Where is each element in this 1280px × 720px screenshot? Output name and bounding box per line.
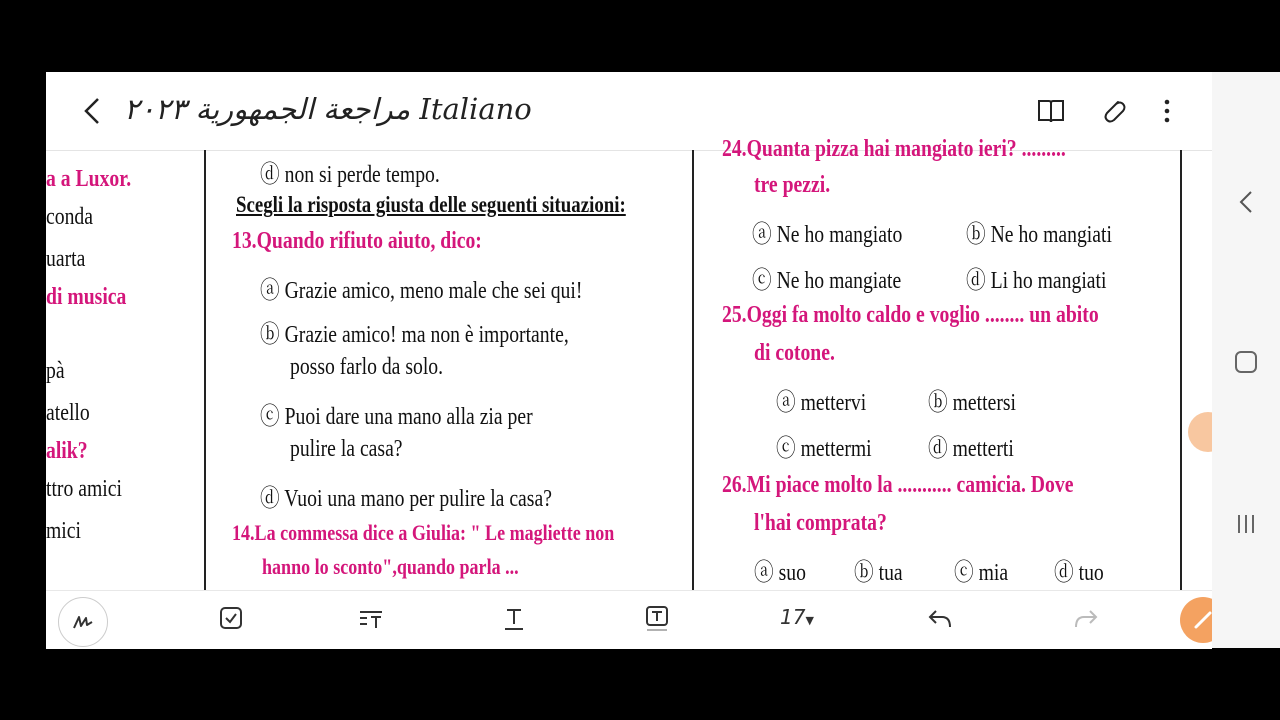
option-text: metterti xyxy=(952,436,1014,462)
text-format-icon[interactable] xyxy=(356,603,386,633)
column-divider xyxy=(692,150,694,590)
column-divider xyxy=(1180,150,1182,590)
font-size-selector[interactable] xyxy=(780,605,814,629)
question-25: 25.Oggi fa molto caldo e voglio ........ un abito xyxy=(722,302,1099,328)
option-marker: ⓓ xyxy=(928,436,948,462)
checkbox-icon[interactable] xyxy=(216,603,246,633)
left-text: mici xyxy=(46,518,81,544)
left-text: atello xyxy=(46,400,90,426)
question-24: 24.Quanta pizza hai mangiato ieri? ......... xyxy=(722,136,1066,162)
option-marker: ⓒ xyxy=(260,404,280,430)
option-c xyxy=(752,260,901,295)
option-text: mia xyxy=(978,560,1009,586)
option-b xyxy=(854,552,903,587)
option-text: tua xyxy=(878,560,903,586)
option-marker: ⓑ xyxy=(260,322,280,348)
option-text: mettervi xyxy=(800,390,867,416)
option-marker: ⓓ xyxy=(1054,560,1074,586)
option-text: mettersi xyxy=(952,390,1016,416)
option-d xyxy=(966,260,1106,295)
option-marker: ⓐ xyxy=(754,560,774,586)
option-b xyxy=(260,314,569,349)
redo-icon[interactable] xyxy=(1070,603,1100,633)
recent-apps-icon[interactable] xyxy=(1234,512,1258,536)
book-view-icon[interactable] xyxy=(1036,96,1066,126)
option-text: suo xyxy=(778,560,806,586)
question-13: 13.Quando rifiuto aiuto, dico: xyxy=(232,228,482,254)
left-text: a a Luxor. xyxy=(46,166,132,192)
option-marker: ⓒ xyxy=(752,268,772,294)
document-title: مراجعة الجمهورية ٢٠٢٣ Italiano xyxy=(124,92,532,126)
option-text: Grazie amico, meno male che sei qui! xyxy=(284,278,583,304)
left-text: uarta xyxy=(46,246,86,272)
home-icon[interactable] xyxy=(1234,350,1258,374)
option-text: Vuoi una mano per pulire la casa? xyxy=(284,486,552,512)
option-c xyxy=(260,396,533,431)
option-d xyxy=(928,428,1014,463)
undo-icon[interactable] xyxy=(926,603,956,633)
option-a xyxy=(776,382,866,417)
left-text: ttro amici xyxy=(46,476,122,502)
option-marker: ⓐ xyxy=(776,390,796,416)
option-marker: ⓑ xyxy=(928,390,948,416)
left-text: di musica xyxy=(46,284,127,310)
dropdown-arrow-icon: ▼ xyxy=(805,614,814,627)
option-marker: ⓑ xyxy=(854,560,874,586)
system-side-bar xyxy=(1212,72,1280,648)
question-26-cont: l'hai comprata? xyxy=(754,510,887,536)
option-d xyxy=(260,154,440,189)
option-b xyxy=(966,214,1112,249)
collapse-panel-icon[interactable] xyxy=(1236,188,1256,216)
bottom-toolbar xyxy=(46,590,1212,649)
option-b-cont: posso farlo da solo. xyxy=(290,354,444,380)
left-text: alik? xyxy=(46,438,88,464)
option-marker: ⓓ xyxy=(260,162,280,188)
font-size-value: 17 xyxy=(780,605,806,629)
option-marker: ⓓ xyxy=(966,268,986,294)
pen-mode-button[interactable] xyxy=(58,597,108,647)
option-marker: ⓒ xyxy=(954,560,974,586)
option-text: Puoi dare una mano alla zia per xyxy=(284,404,533,430)
section-heading: Scegli la risposta giusta delle seguenti situazioni: xyxy=(236,192,626,217)
option-a xyxy=(754,552,806,587)
option-text: Grazie amico! ma non è importante, xyxy=(284,322,569,348)
more-options-icon[interactable] xyxy=(1152,96,1182,126)
option-d xyxy=(1054,552,1104,587)
option-a xyxy=(752,214,902,249)
option-text: Ne ho mangiati xyxy=(990,222,1112,248)
option-marker: ⓓ xyxy=(260,486,280,512)
option-c xyxy=(776,428,872,463)
question-14: 14.La commessa dice a Giulia: " Le magliette non xyxy=(232,520,615,545)
question-14-cont: hanno lo sconto",quando parla ... xyxy=(262,554,519,579)
option-text: tuo xyxy=(1078,560,1104,586)
option-d xyxy=(260,478,552,513)
question-24-answer: tre pezzi. xyxy=(754,172,831,198)
question-25-cont: di cotone. xyxy=(754,340,835,366)
text-box-icon[interactable] xyxy=(642,603,672,633)
option-marker: ⓐ xyxy=(752,222,772,248)
option-b xyxy=(928,382,1016,417)
attachment-icon[interactable] xyxy=(1098,96,1128,126)
app-screen xyxy=(46,72,1212,648)
option-marker: ⓑ xyxy=(966,222,986,248)
text-style-icon[interactable] xyxy=(499,603,529,633)
handwriting-icon xyxy=(71,610,95,634)
left-text: conda xyxy=(46,204,93,230)
option-text: Ne ho mangiate xyxy=(776,268,902,294)
option-c xyxy=(954,552,1008,587)
left-text: pà xyxy=(46,358,65,384)
question-26: 26.Mi piace molto la ........... camicia. Dove xyxy=(722,472,1074,498)
option-text: mettermi xyxy=(800,436,872,462)
option-text: non si perde tempo. xyxy=(284,162,440,188)
option-text: Li ho mangiati xyxy=(990,268,1107,294)
back-arrow-icon[interactable] xyxy=(80,96,104,126)
option-text: Ne ho mangiato xyxy=(776,222,903,248)
option-c-cont: pulire la casa? xyxy=(290,436,403,462)
document-page[interactable] xyxy=(46,136,1212,590)
option-marker: ⓐ xyxy=(260,278,280,304)
option-a xyxy=(260,270,582,305)
option-marker: ⓒ xyxy=(776,436,796,462)
column-divider xyxy=(204,150,206,590)
